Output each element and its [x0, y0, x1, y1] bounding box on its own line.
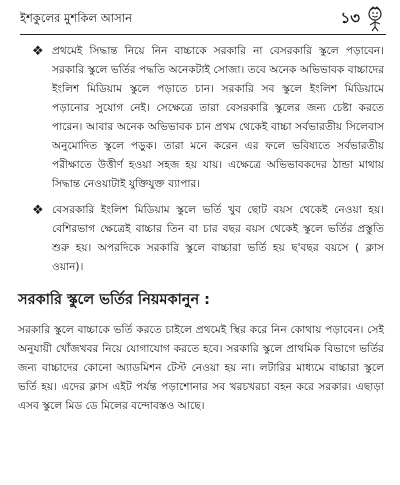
header-right: [341, 6, 387, 32]
page-header: [20, 4, 386, 34]
header-rule: [20, 34, 386, 35]
bullet-item: [24, 201, 384, 277]
page-number: ১৩: [340, 8, 360, 27]
section-paragraph: সরকারি স্কুলে বাচ্চাকে ভর্তি করতে চাইলে প্রথমেই স্থির করে নিন কোথায় পড়াবেন। সেই অনুযায়ী খোঁজখবর নিয়ে যোগাযোগ করতে হবে। সরকারি স্কুলে প্রাথমিক বিভাগে ভর্তির জন্য বাচ্চাদের কোনো অ্যাডমিশন টেস্ট নেওয়া হয় না। লটারির মাধ্যমে বাচ্চারা স্কুলে ভর্তি হয়। এদের ক্লাস এইট পর্যন্ত পড়াশোনার সব খরচখরচা বহন করে সরকার। এছাড়া এসব স্কুলে মিড ডে মিলের বন্দোবস্তও আছে।: [18, 324, 384, 412]
cartoon-mascot-icon: [364, 6, 386, 32]
section-heading: সরকারি স্কুলে ভর্তির নিয়মকানুন :: [18, 292, 210, 308]
running-title: ইশকুলের মুশকিল আসান: [20, 10, 132, 25]
bullet-item: [24, 42, 384, 194]
bullet-text: বেসরকারি ইংলিশ মিডিয়াম স্কুলে ভর্তি খুব ছোট বয়স থেকেই নেওয়া হয়। বেশিরভাগ ক্ষেত্রেই বাচ্চার তিন বা চার বছর বয়স থেকেই স্কুলে ভর্তির প্রস্তুতি শুরু হয়। অপরদিকে সরকারি স্কুলে বাচ্চারা ভর্তি হয় ছ'বছর বয়সে ( ক্লাস ওয়ান)।: [52, 204, 384, 273]
bullet-text: প্রথমেই সিদ্ধান্ত নিয়ে নিন বাচ্চাকে সরকারি না বেসরকারি স্কুলে পড়াবেন। সরকারি স্কুলে ভর্তির পদ্ধতি অনেকটাই সোজা। তবে অনেক অভিভাবক বাচ্চাদের ইংলিশ মিডিয়াম স্কুলে পড়াতে চান। সরকারি সব স্কুলে ইংলিশ মিডিয়ামে পড়ানোর সুযোগ নেই। সেক্ষেত্রে তারা বেসরকারি স্কুলের জন্য চেষ্টা করতে পারেন। আবার অনেক অভিভাবক চান প্রথম থেকেই বাচ্চা সর্বভারতীয় সিলেবাস অনুমোদিত স্কুলে পড়ুক। তারা মনে করেন এর ফলে ভবিষ্যতে সর্বভারতীয় পরীক্ষাতে উত্তীর্ণ হওয়া সহজ হয় যায়। এক্ষেত্রে অভিভাবকদের ঠান্ডা মাথায় সিদ্ধান্ত নেওয়াটাই যুক্তিযুক্ত ব্যাপার।: [52, 45, 384, 190]
diamond-bullet-icon: ❖: [32, 203, 44, 218]
page-content: [18, 42, 384, 416]
diamond-bullet-icon: ❖: [32, 44, 44, 59]
